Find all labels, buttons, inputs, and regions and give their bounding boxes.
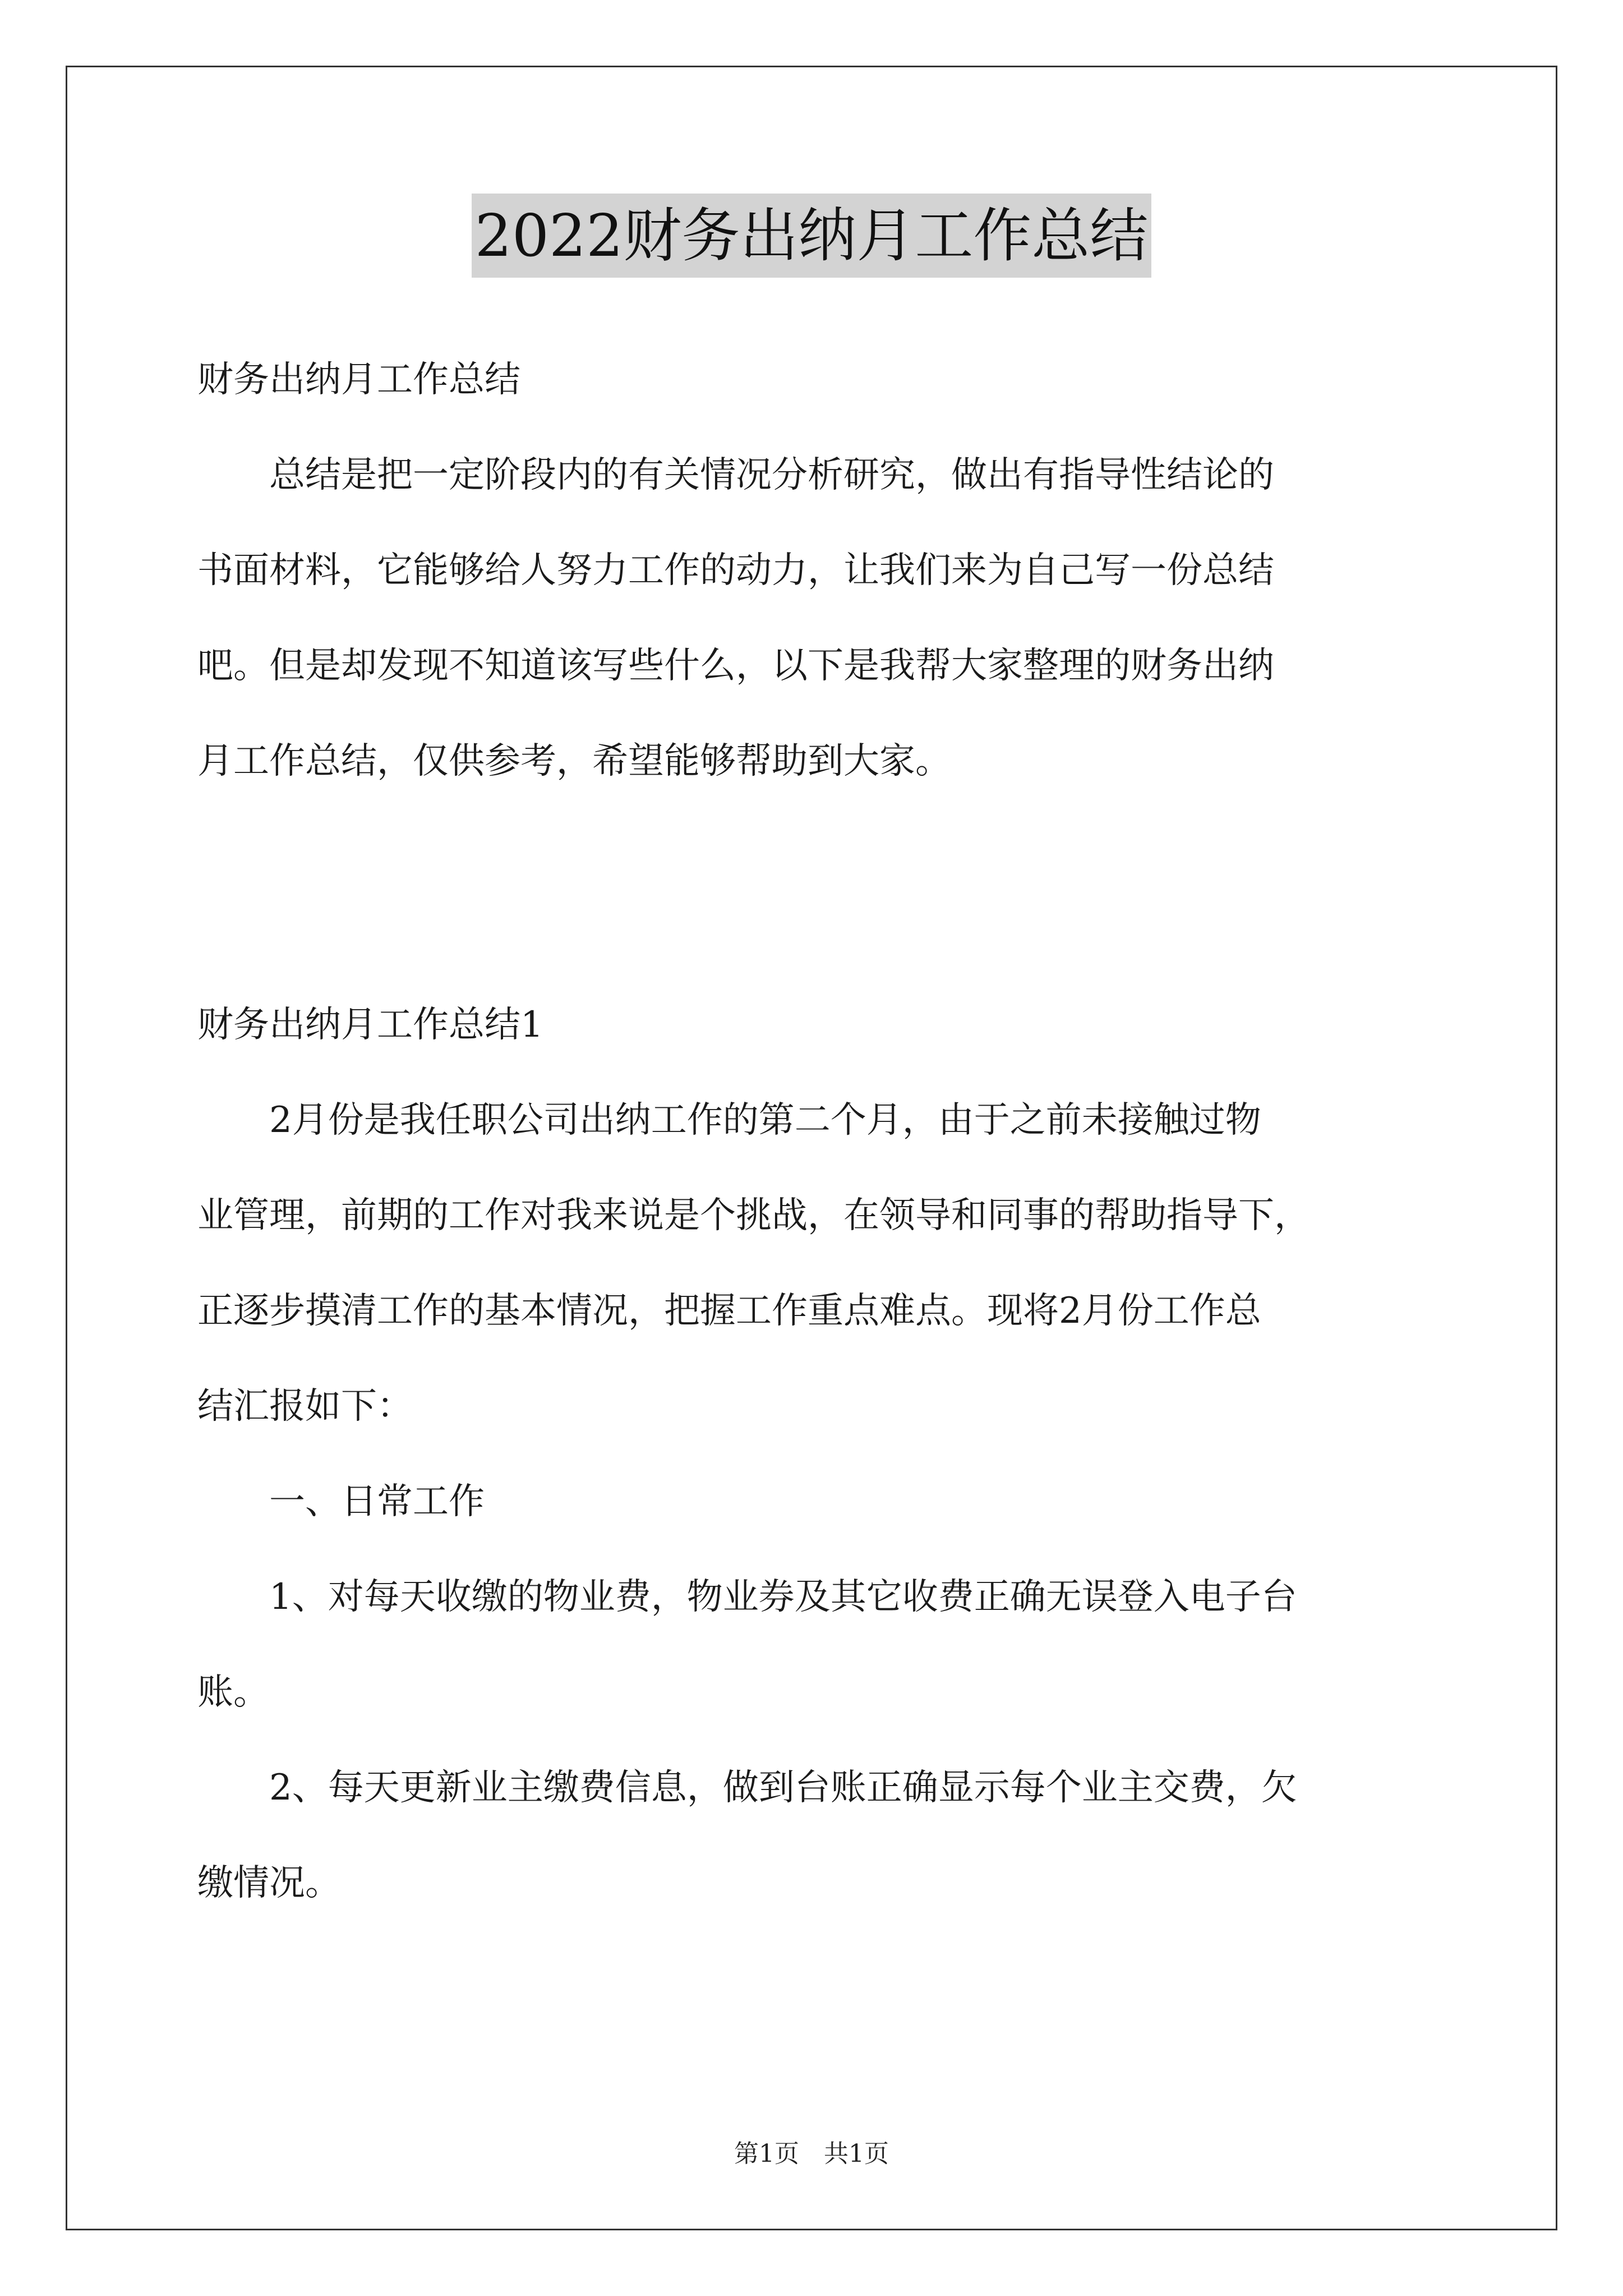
paragraph-line: 结汇报如下： [197,1386,413,1427]
list-heading: 一、日常工作 [197,1481,485,1522]
paragraph-line: 吧。但是却发现不知道该写些什么，以下是我帮大家整理的财务出纳 [197,645,1274,687]
paragraph-line: 书面材料，它能够给人努力工作的动力，让我们来为自己写一份总结 [197,550,1274,591]
list-item-line: 2、每天更新业主缴费信息，做到台账正确显示每个业主交费，欠 [197,1767,1297,1809]
paragraph-line: 总结是把一定阶段内的有关情况分析研究，做出有指导性结论的 [197,454,1274,496]
page-footer: 第1页 共1页 [734,2139,889,2168]
list-item-line: 账。 [197,1672,269,1713]
list-item-line: 1、对每天收缴的物业费，物业券及其它收费正确无误登入电子台 [197,1576,1297,1618]
paragraph-line: 业管理，前期的工作对我来说是个挑战，在领导和同事的帮助指导下， [197,1195,1310,1236]
paragraph-line: 2月份是我任职公司出纳工作的第二个月，由于之前未接触过物 [197,1099,1261,1141]
title-wrap [0,194,1623,278]
subtitle-line: 财务出纳月工作总结 [197,359,520,401]
paragraph-line: 正逐步摸清工作的基本情况，把握工作重点难点。现将2月份工作总 [197,1290,1261,1332]
paragraph-line: 月工作总结，仅供参考，希望能够帮助到大家。 [197,740,951,782]
document-title: 2022财务出纳月工作总结 [472,194,1152,278]
list-item-line: 缴情况。 [197,1862,341,1904]
section-heading: 财务出纳月工作总结1 [197,1004,543,1046]
